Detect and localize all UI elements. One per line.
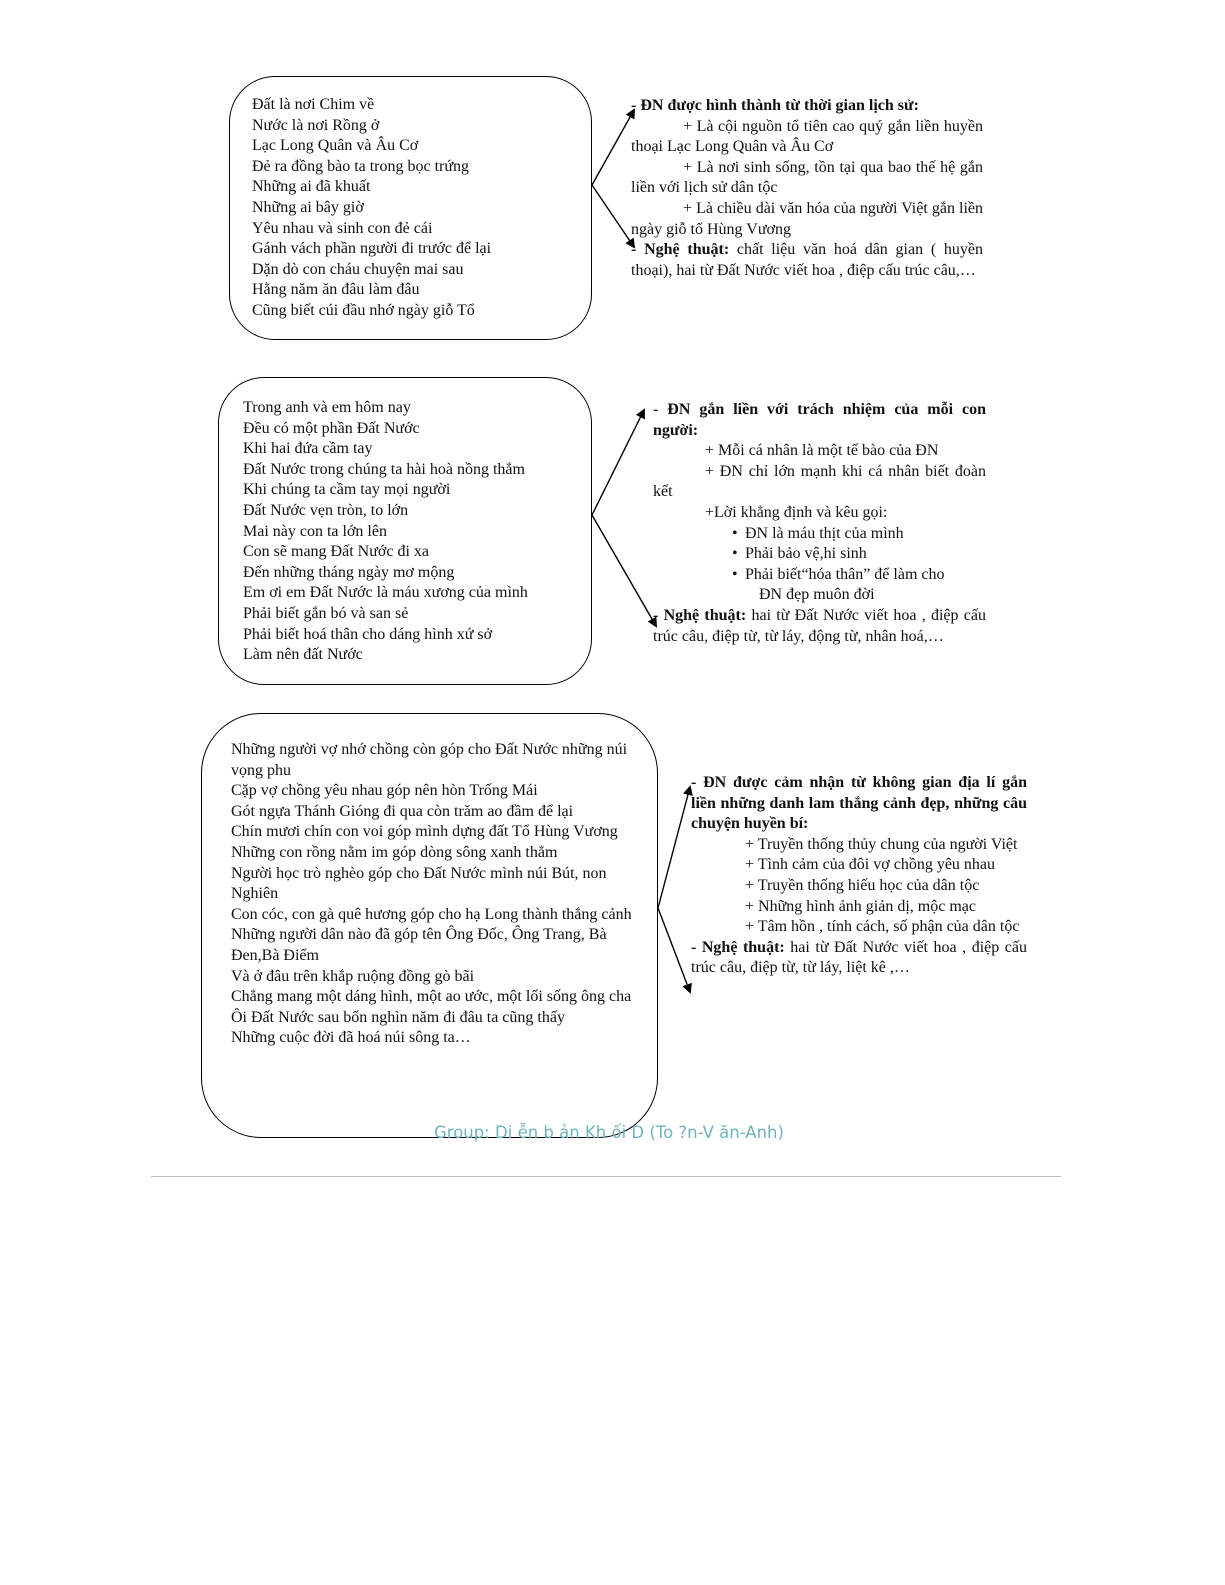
- poem-line: Ôi Đất Nước sau bốn nghìn năm đi đâu ta cũng thấy: [231, 1008, 565, 1026]
- poem-line: Em ơi em Đất Nước là máu xương của mình: [243, 584, 528, 602]
- art-label: - Nghệ thuật:: [691, 938, 785, 956]
- arrow-2-up: [592, 410, 644, 515]
- poem-line: Con sẽ mang Đất Nước đi xa: [243, 543, 429, 561]
- analysis-item: + Là chiều dài văn hóa của người Việt gắn liền ngày giỗ tổ Hùng Vương: [631, 199, 983, 238]
- poem-box-2: [218, 377, 592, 685]
- bullet-continuation: ĐN đẹp muôn đời: [759, 586, 875, 604]
- group-watermark: Group: Di ễn b ản Kh ối D (To ?n-V ăn-Anh): [434, 1123, 784, 1142]
- poem-line: Làm nên đất Nước: [243, 646, 363, 664]
- poem-line: Người học trò nghèo góp cho Đất Nước mình núi Bút, non Nghiên: [231, 864, 607, 903]
- poem-line: Phải biết hoá thân cho dáng hình xứ sở: [243, 625, 493, 643]
- poem-line: Đất Nước trong chúng ta hài hoà nồng thắm: [243, 460, 525, 478]
- art-label: - Nghệ thuật:: [631, 241, 730, 259]
- poem-box-1: [229, 76, 592, 340]
- poem-line: Phải biết gắn bó và san sẻ: [243, 604, 409, 622]
- poem-line: Và ở đâu trên khắp ruộng đồng gò bãi: [231, 967, 475, 985]
- art-text: hai từ Đất Nước viết hoa , điệp cấu trúc câu, điệp từ, từ láy, liệt kê ,…: [691, 938, 1027, 977]
- poem-line: Khi hai đứa cầm tay: [243, 440, 373, 458]
- poem-line: Hằng năm ăn đâu làm đâu: [252, 281, 420, 299]
- analysis-item: + Tình cảm của đôi vợ chồng yêu nhau: [745, 856, 996, 874]
- analysis-item: + Truyền thống thủy chung của người Việt: [745, 835, 1018, 853]
- poem-line: Đẻ ra đồng bào ta trong bọc trứng: [252, 157, 470, 175]
- analysis-item: + Là cội nguồn tổ tiên cao quý gắn liền huyền thoại Lạc Long Quân và Âu Cơ: [631, 117, 983, 156]
- bullet-item: • Phải biết“hóa thân” để làm cho: [653, 565, 986, 586]
- analysis-item: + Là nơi sinh sống, tồn tại qua bao thế hệ gắn liền với lịch sử dân tộc: [631, 158, 983, 197]
- poem-line: Mai này con ta lớn lên: [243, 522, 387, 540]
- analysis-item: +Lời khẳng định và kêu gọi:: [705, 503, 888, 521]
- poem-line: Gót ngựa Thánh Gióng đi qua còn trăm ao đầm để lại: [231, 802, 574, 820]
- art-note: [691, 938, 1027, 979]
- poem-line: Trong anh và em hôm nay: [243, 399, 411, 416]
- poem-line: Đất là nơi Chim về: [252, 96, 375, 113]
- art-text: chất liệu văn hoá dân gian ( huyền thoại), hai từ Đất Nước viết hoa , điệp cấu trúc câu,…: [631, 241, 984, 279]
- analysis-item: + ĐN chỉ lớn mạnh khi cá nhân biết đoàn kết: [653, 462, 986, 501]
- art-label: - Nghệ thuật:: [653, 606, 747, 624]
- arrow-1-down: [592, 185, 634, 247]
- analysis-heading: - ĐN gắn liền với trách nhiệm của mỗi con người:: [653, 401, 986, 439]
- poem-line: Những người vợ nhớ chồng còn góp cho Đất Nước những núi vọng phu: [231, 741, 628, 779]
- page-divider: [151, 1176, 1061, 1177]
- arrow-3-up: [658, 787, 690, 908]
- analysis-item: + Tâm hồn , tính cách, số phận của dân tộc: [745, 918, 1020, 936]
- poem-line: Cặp vợ chồng yêu nhau góp nên hòn Trống Mái: [231, 782, 538, 800]
- bullet-item: • ĐN là máu thịt của mình: [653, 524, 986, 545]
- poem-line: Con cóc, con gà quê hương góp cho hạ Long thành thắng cảnh: [231, 905, 632, 923]
- analysis-item: + Mỗi cá nhân là một tế bào của ĐN: [705, 442, 939, 460]
- analysis-heading: - ĐN được hình thành từ thời gian lịch sử:: [631, 97, 919, 114]
- arrow-1-up: [592, 110, 634, 185]
- art-note: [631, 240, 983, 281]
- poem-line: Những người dân nào đã góp tên Ông Đốc, Ông Trang, Bà Đen,Bà Điểm: [231, 926, 607, 964]
- poem-line: Đất Nước vẹn tròn, to lớn: [243, 501, 409, 519]
- poem-line: Lạc Long Quân và Âu Cơ: [252, 137, 419, 155]
- poem-line: Khi chúng ta cầm tay mọi người: [243, 481, 451, 499]
- analysis-item: + Những hình ảnh giản dị, mộc mạc: [745, 897, 976, 915]
- poem-line: Những con rồng nằm im góp dòng sông xanh thẳm: [231, 843, 558, 861]
- poem-line: Những ai đã khuất: [252, 178, 371, 196]
- arrow-3-down: [658, 908, 690, 992]
- poem-line: Đến những tháng ngày mơ mộng: [243, 563, 455, 581]
- art-text: hai từ Đất Nước viết hoa , điệp cấu trúc câu, điệp từ, từ láy, động từ, nhân hoá,…: [653, 606, 986, 645]
- bullet-item: • Phải bảo vệ,hi sinh: [653, 544, 986, 565]
- poem-line: Chín mươi chín con voi góp mình dựng đất Tổ Hùng Vương: [231, 823, 618, 841]
- poem-line: Yêu nhau và sinh con đẻ cái: [252, 219, 433, 237]
- poem-line: Chẳng mang một dáng hình, một ao ước, một lối sống ông cha: [231, 988, 632, 1006]
- poem-line: Những cuộc đời đã hoá núi sông ta…: [231, 1029, 471, 1047]
- poem-line: Những ai bây giờ: [252, 198, 364, 216]
- poem-line: Đều có một phần Đất Nước: [243, 419, 420, 437]
- poem-line: Nước là nơi Rồng ở: [252, 116, 380, 134]
- analysis-notes-2: [653, 400, 986, 647]
- poem-line: Cũng biết cúi đầu nhớ ngày giỗ Tổ: [252, 301, 475, 319]
- poem-line: Gánh vách phần người đi trước để lại: [252, 240, 492, 258]
- poem-box-3: [201, 713, 658, 1138]
- art-note: [653, 606, 986, 647]
- arrow-2-down: [592, 515, 656, 626]
- analysis-notes-1: [631, 96, 983, 281]
- poem-line: Dặn dò con cháu chuyện mai sau: [252, 260, 464, 278]
- analysis-item: + Truyền thống hiếu học của dân tộc: [745, 876, 980, 894]
- analysis-heading: - ĐN được cảm nhận từ không gian địa lí gắn liền những danh lam thắng cảnh đẹp, những câu chuyện huyền bí:: [691, 774, 1027, 833]
- analysis-notes-3: [691, 773, 1027, 979]
